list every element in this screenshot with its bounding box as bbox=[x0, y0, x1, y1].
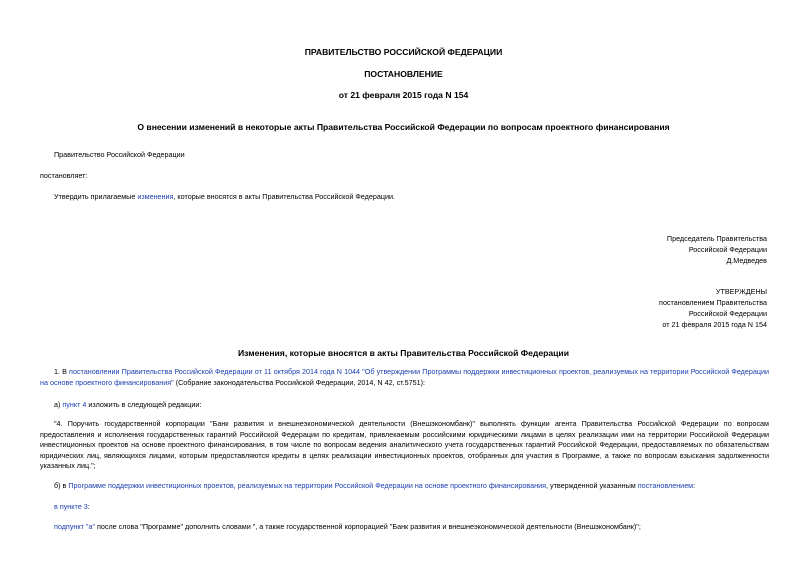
approval-line-2: постановлением Правительства bbox=[659, 298, 767, 307]
subitem-a-suffix: изложить в следующей редакции: bbox=[86, 400, 202, 409]
signature-position-2: Российской Федерации bbox=[688, 245, 767, 254]
preamble-approve bbox=[54, 192, 395, 203]
in-point-3 bbox=[54, 502, 90, 513]
resolution-link[interactable]: постановлением bbox=[637, 481, 694, 490]
approve-suffix: , которые вносятся в акты Правительства Российской Федерации. bbox=[173, 192, 395, 201]
preamble-decrees: постановляет: bbox=[40, 171, 88, 180]
approval-line-4: от 21 февраля 2015 года N 154 bbox=[662, 320, 767, 329]
item-1-prefix: 1. В bbox=[54, 367, 70, 376]
point-4-link[interactable]: пункт 4 bbox=[62, 400, 87, 409]
approval-line-3: Российской Федерации bbox=[688, 309, 767, 318]
subpoint-a-text: после слова "Программе" дополнить словами ", а также государственной корпорацией "Банк развития и внешнеэкономической деятельности (Внешэкономбанк)"; bbox=[95, 522, 641, 531]
document-type: ПОСТАНОВЛЕНИЕ bbox=[364, 69, 443, 79]
subitem-b-mid: , утвержденной указанным bbox=[545, 481, 638, 490]
document-date-number: от 21 февраля 2015 года N 154 bbox=[338, 90, 469, 100]
government-title: ПРАВИТЕЛЬСТВО РОССИЙСКОЙ ФЕДЕРАЦИИ bbox=[304, 47, 503, 57]
subitem-b-suffix: : bbox=[693, 481, 696, 490]
program-link[interactable]: Программе поддержки инвестиционных проектов, реализуемых на территории Российской Федерации на основе проектного финансирования bbox=[68, 481, 546, 490]
signature-position-1: Председатель Правительства bbox=[666, 234, 767, 243]
subitem-a-prefix: а) bbox=[54, 400, 63, 409]
approval-heading: УТВЕРЖДЕНЫ bbox=[715, 287, 767, 296]
item-1-suffix: (Собрание законодательства Российской Федерации, 2014, N 42, ст.5751): bbox=[173, 377, 426, 387]
changes-title: Изменения, которые вносятся в акты Правительства Российской Федерации bbox=[237, 348, 569, 358]
signature-name: Д.Медведев bbox=[726, 256, 767, 265]
quoted-point-4: "4. Поручить государственной корпорации "Банк развития и внешнеэкономической деятельности (Внешэкономбанк)" выполнять функции агента Правительства Российской Федерации по вопросам предоставления и исполнения государственных гарантий Российской Федерации по кредитам, привлекаемым российскими юридическими лицами в целях реализации ими на территории Российской Федерации инвестиционных проектов на основе проектного финансирования, в том числе по вопросам ведения аналитического учета государственных гарантий Российской Федерации, предоставляемых по обязательствам юридических лиц, являющихся лицами, которым предоставляются кредиты в целях реализации инвестиционных проектов, отобранных для участия в Программе, а также по вопросам взыскания задолженности указанных лиц."; bbox=[40, 419, 769, 471]
item-1 bbox=[40, 367, 769, 388]
subpoint-a-link[interactable]: подпункт "а" bbox=[54, 522, 95, 531]
subitem-b-prefix: б) в bbox=[54, 481, 69, 490]
resolution-1044-link[interactable]: постановлении Правительства Российской Федерации от 11 октября 2014 года N 1044 "Об утверждении Программы поддержки инвестиционных проектов, реализуемых на территории Российской Федерации на основе проектного финансирования" bbox=[40, 367, 769, 387]
preamble-government: Правительство Российской Федерации bbox=[54, 150, 185, 159]
subitem-a bbox=[54, 400, 201, 411]
subpoint-a bbox=[54, 522, 641, 533]
point-3-link[interactable]: в пункте 3 bbox=[54, 502, 88, 511]
subitem-b bbox=[54, 481, 695, 492]
changes-link[interactable]: изменения bbox=[137, 192, 174, 201]
document-title: О внесении изменений в некоторые акты Правительства Российской Федерации по вопросам проектного финансирования bbox=[137, 122, 670, 132]
in-point-3-suffix: : bbox=[87, 502, 90, 511]
approve-prefix: Утвердить прилагаемые bbox=[54, 192, 138, 201]
